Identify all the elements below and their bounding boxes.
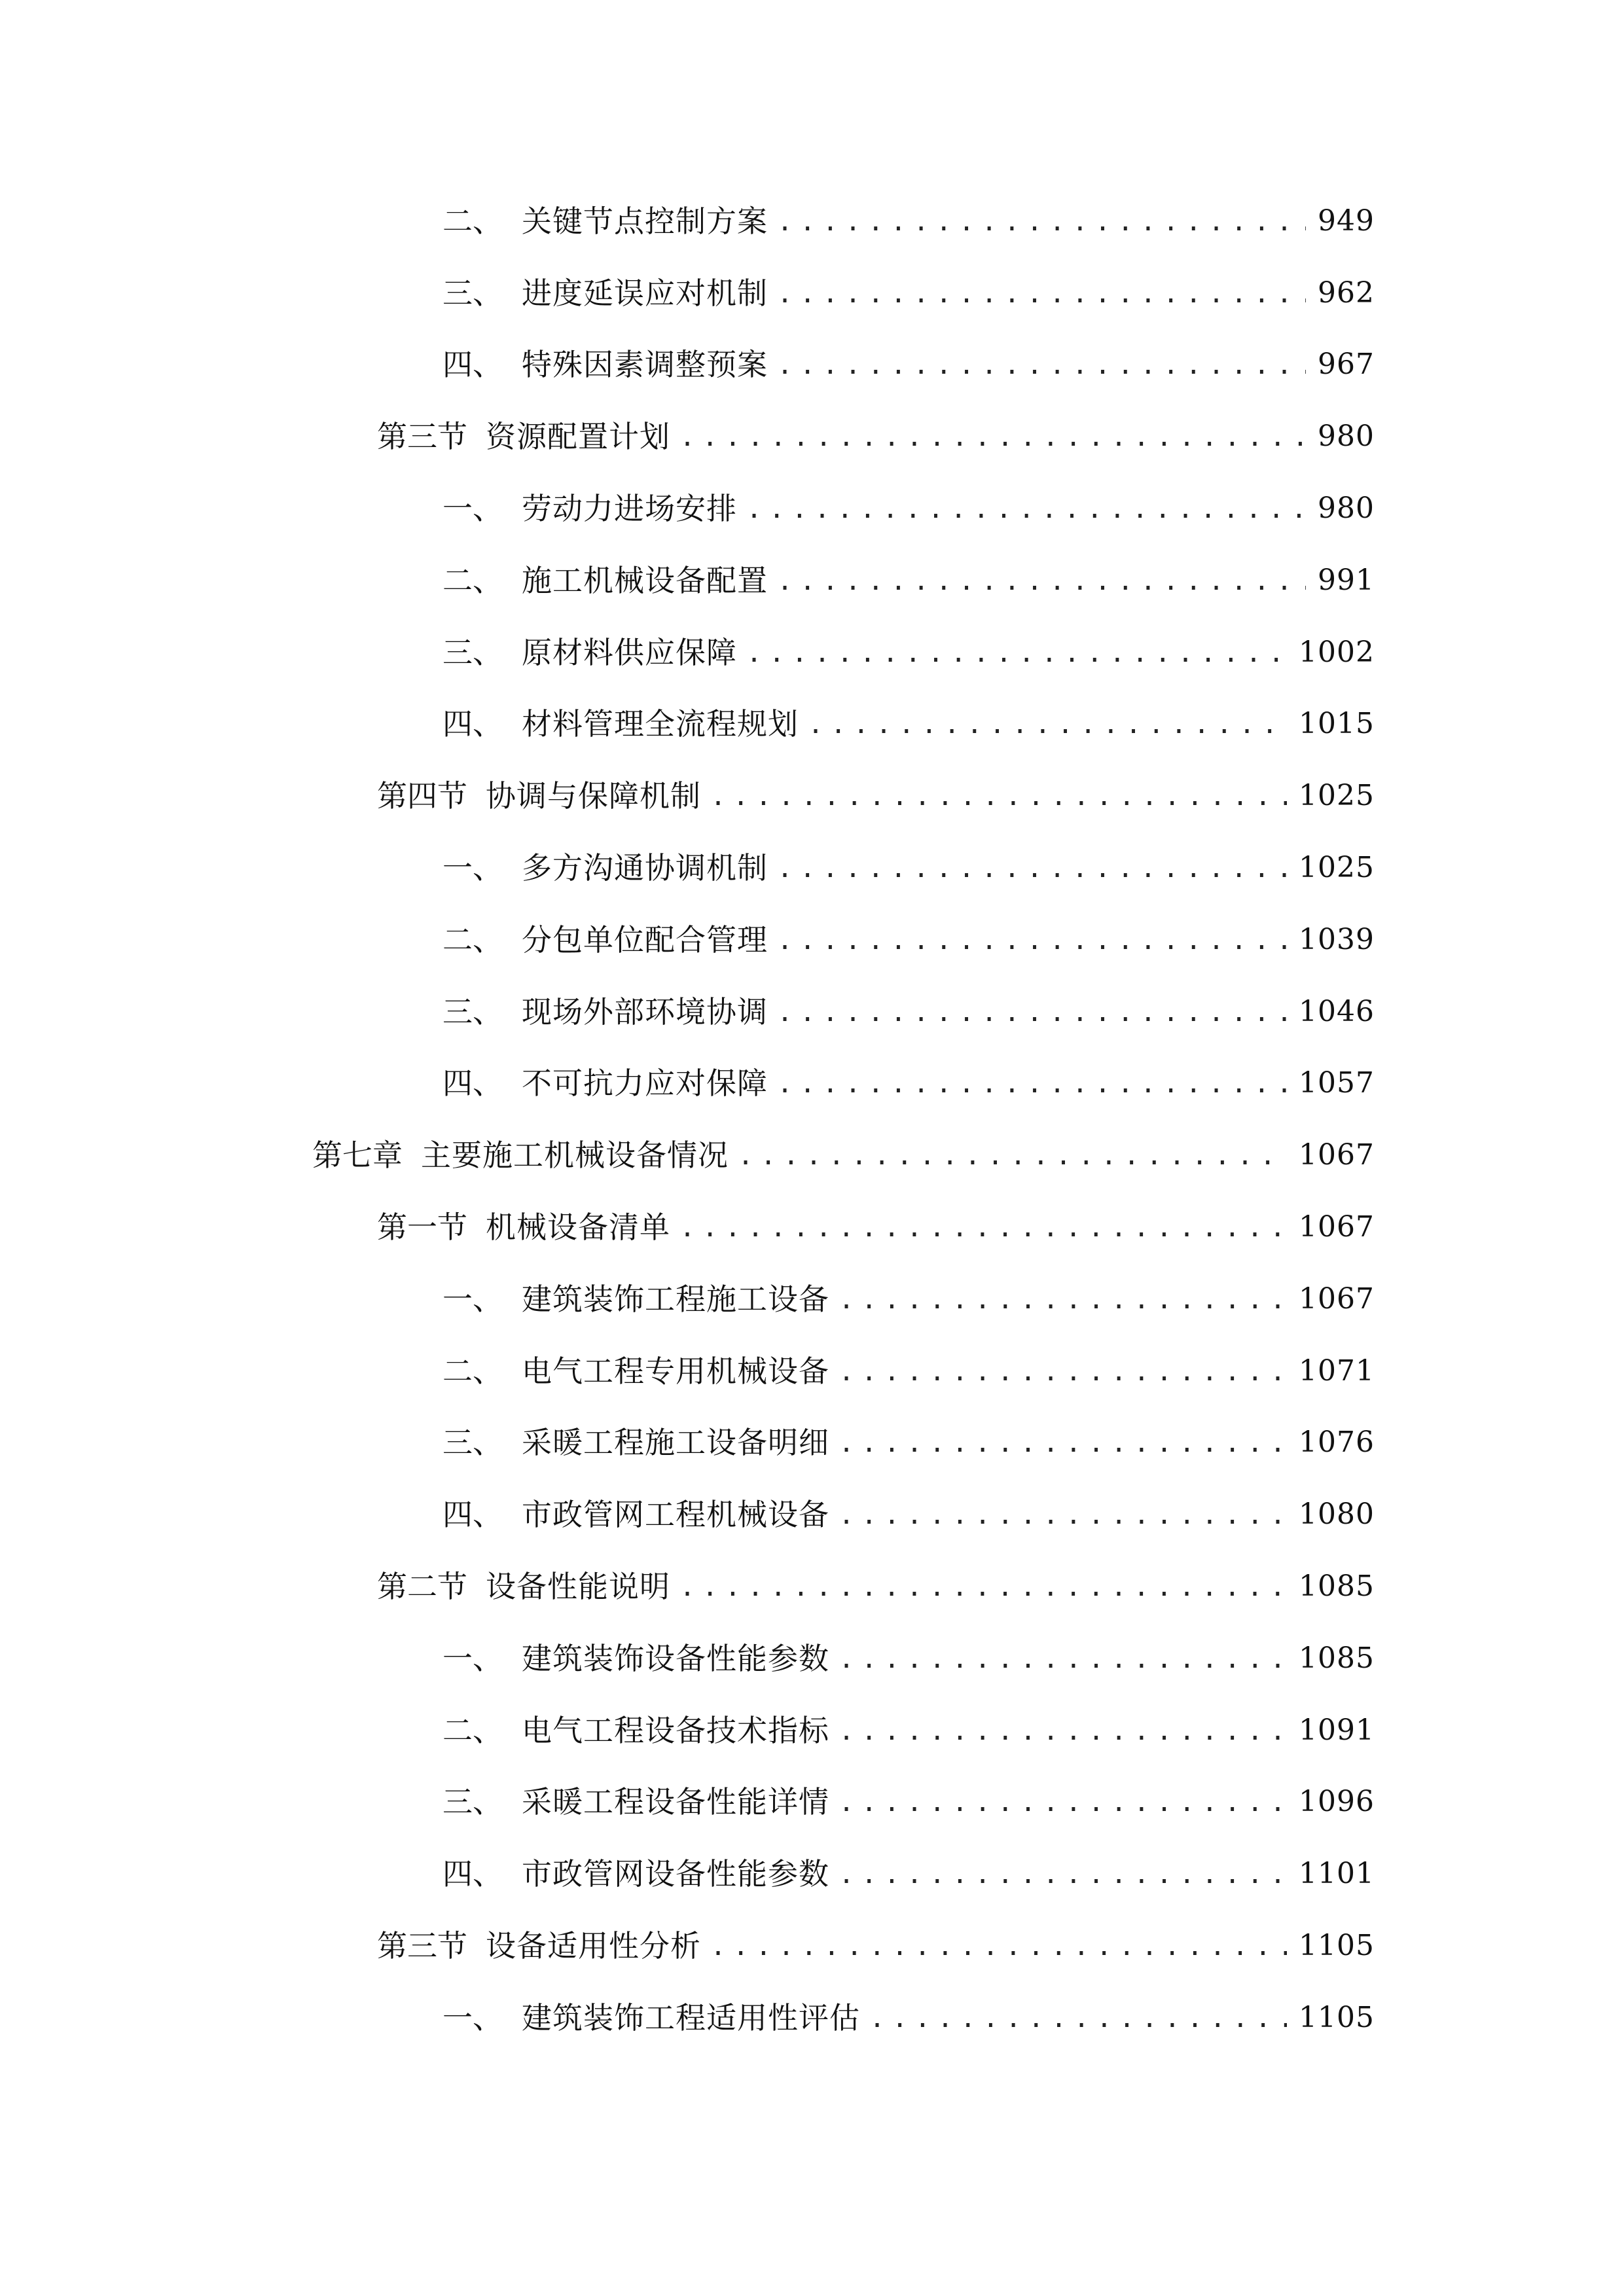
entry-page-number: 949 [1318,204,1375,238]
entry-title: 协调与保障机制 [486,778,701,814]
toc-entry[interactable] [0,401,1624,473]
entry-page-number: 967 [1318,348,1375,382]
entry-number: 一、 [442,1281,503,1317]
entry-title: 机械设备清单 [486,1210,670,1246]
entry-number: 四、 [442,1856,503,1892]
toc-entry[interactable] [0,329,1624,401]
dot-leader [808,711,1287,760]
entry-title: 资源配置计划 [486,419,670,455]
entry-number: 三、 [442,1425,503,1461]
toc-entry[interactable] [0,1119,1624,1191]
entry-number: 二、 [442,562,503,598]
entry-title: 不可抗力应对保障 [522,1066,768,1102]
entry-title: 建筑装饰设备性能参数 [522,1640,829,1676]
toc-entry[interactable] [0,1910,1624,1982]
entry-number: 三、 [442,275,503,311]
entry-page-number: 1076 [1299,1426,1375,1460]
entry-title: 建筑装饰工程适用性评估 [522,2000,860,2036]
dot-leader [679,1574,1287,1623]
toc-entry[interactable] [0,904,1624,976]
entry-number: 二、 [442,203,503,239]
entry-title: 建筑装饰工程施工设备 [522,1281,829,1317]
entry-number: 第四节 [377,778,467,814]
entry-title: 劳动力进场安排 [522,491,737,527]
entry-number: 四、 [442,706,503,742]
entry-title: 电气工程设备技术指标 [522,1712,829,1748]
entry-title: 市政管网工程机械设备 [522,1497,829,1533]
entry-page-number: 1101 [1299,1857,1375,1891]
entry-number: 二、 [442,922,503,958]
entry-page-number: 1025 [1299,779,1375,813]
entry-title: 多方沟通协调机制 [522,850,768,886]
entry-number: 一、 [442,850,503,886]
table-of-contents [0,185,1624,2054]
dot-leader [777,855,1287,904]
dot-leader [839,1718,1287,1767]
entry-page-number: 1046 [1299,994,1375,1028]
dot-leader [777,999,1287,1048]
entry-title: 市政管网设备性能参数 [522,1856,829,1892]
dot-leader [839,1502,1287,1551]
entry-number: 一、 [442,2000,503,2036]
dot-leader [777,927,1287,976]
entry-title: 设备性能说明 [486,1569,670,1605]
dot-leader [777,209,1306,257]
dot-leader [746,640,1287,689]
dot-leader [777,281,1306,329]
entry-page-number: 1067 [1299,1282,1375,1316]
dot-leader [710,783,1287,832]
toc-entry[interactable] [0,760,1624,832]
toc-entry[interactable] [0,1767,1624,1839]
dot-leader [679,1215,1287,1263]
entry-page-number: 980 [1318,420,1375,454]
entry-title: 电气工程专用机械设备 [522,1353,829,1389]
toc-entry[interactable] [0,545,1624,617]
dot-leader [777,1071,1287,1119]
dot-leader [839,1789,1287,1838]
entry-page-number: 1039 [1299,922,1375,956]
entry-title: 进度延误应对机制 [522,275,768,311]
dot-leader [679,424,1306,473]
entry-page-number: 1080 [1299,1498,1375,1532]
dot-leader [839,1359,1287,1407]
toc-entry[interactable] [0,1982,1624,2054]
entry-number: 一、 [442,1640,503,1676]
dot-leader [777,568,1306,617]
entry-page-number: 1002 [1299,635,1375,669]
dot-leader [746,496,1306,545]
entry-number: 三、 [442,994,503,1030]
toc-entry[interactable] [0,1551,1624,1623]
entry-page-number: 991 [1318,563,1375,597]
toc-entry[interactable] [0,617,1624,689]
toc-entry[interactable] [0,689,1624,761]
dot-leader [738,1143,1287,1191]
entry-title: 采暖工程设备性能详情 [522,1784,829,1820]
entry-number: 四、 [442,347,503,383]
entry-page-number: 1057 [1299,1066,1375,1100]
toc-entry[interactable] [0,1191,1624,1263]
entry-page-number: 1015 [1299,707,1375,741]
toc-entry[interactable] [0,1335,1624,1407]
toc-entry[interactable] [0,257,1624,329]
entry-number: 三、 [442,1784,503,1820]
toc-entry[interactable] [0,976,1624,1048]
toc-entry[interactable] [0,473,1624,545]
entry-page-number: 1085 [1299,1641,1375,1675]
entry-page-number: 1091 [1299,1713,1375,1747]
dot-leader [777,352,1306,401]
entry-title: 现场外部环境协调 [522,994,768,1030]
entry-page-number: 980 [1318,492,1375,526]
entry-number: 第七章 [312,1138,403,1174]
dot-leader [839,1430,1287,1479]
entry-number: 第一节 [377,1210,467,1246]
toc-entry[interactable] [0,185,1624,257]
entry-title: 设备适用性分析 [486,1928,701,1964]
entry-page-number: 962 [1318,276,1375,310]
dot-leader [869,2005,1287,2054]
entry-page-number: 1025 [1299,851,1375,885]
entry-title: 分包单位配合管理 [522,922,768,958]
entry-title: 材料管理全流程规划 [522,706,799,742]
dot-leader [839,1646,1287,1695]
toc-entry[interactable] [0,1838,1624,1910]
dot-leader [710,1933,1287,1982]
entry-number: 四、 [442,1066,503,1102]
entry-page-number: 1067 [1299,1138,1375,1172]
entry-number: 第二节 [377,1569,467,1605]
entry-page-number: 1071 [1299,1354,1375,1388]
entry-number: 一、 [442,491,503,527]
entry-title: 施工机械设备配置 [522,562,768,598]
entry-number: 第三节 [377,1928,467,1964]
toc-entry[interactable] [0,1623,1624,1695]
dot-leader [839,1287,1287,1335]
entry-number: 四、 [442,1497,503,1533]
entry-number: 第三节 [377,419,467,455]
entry-page-number: 1067 [1299,1210,1375,1244]
entry-page-number: 1105 [1299,2000,1375,2034]
entry-number: 二、 [442,1353,503,1389]
toc-entry[interactable] [0,1479,1624,1551]
entry-title: 主要施工机械设备情况 [421,1138,729,1174]
entry-title: 采暖工程施工设备明细 [522,1425,829,1461]
entry-number: 二、 [442,1712,503,1748]
toc-entry[interactable] [0,832,1624,904]
entry-page-number: 1105 [1299,1929,1375,1963]
toc-entry[interactable] [0,1263,1624,1335]
entry-title: 关键节点控制方案 [522,203,768,239]
entry-title: 特殊因素调整预案 [522,347,768,383]
entry-title: 原材料供应保障 [522,634,737,670]
toc-entry[interactable] [0,1695,1624,1767]
entry-number: 三、 [442,634,503,670]
toc-entry[interactable] [0,1407,1624,1479]
dot-leader [839,1861,1287,1910]
toc-entry[interactable] [0,1048,1624,1120]
entry-page-number: 1096 [1299,1785,1375,1819]
entry-page-number: 1085 [1299,1570,1375,1604]
